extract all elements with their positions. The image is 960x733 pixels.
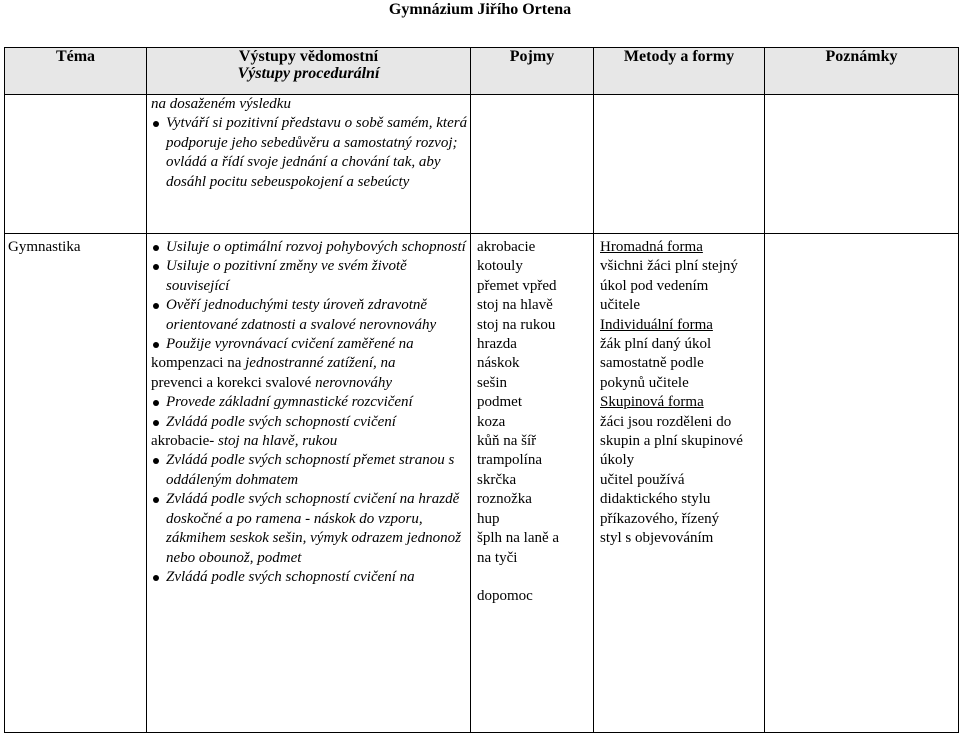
pojem-item: kotouly	[477, 258, 523, 275]
col-header-vystupy	[147, 48, 471, 95]
tema-label: Gymnastika	[8, 239, 81, 255]
pojem-item: podmet	[477, 394, 522, 411]
metoda-line: pokynů učitele	[600, 374, 689, 391]
col-header-metody: Metody a formy	[594, 48, 765, 95]
metoda-line: úkol pod vedením	[600, 277, 709, 294]
bullet-icon	[153, 400, 159, 406]
pojem-item: akrobacie	[477, 239, 536, 255]
table-header-row	[5, 48, 959, 95]
col-header-vystupy-proceduralni: Výstupy procedurální	[237, 65, 380, 82]
pojem-item: hrazda	[477, 336, 517, 353]
metoda-line: učitel používá	[600, 471, 685, 488]
pojem-item: na tyči	[477, 549, 518, 566]
list-item-continuation: prevenci a korekci svalové nerovnováhy	[151, 374, 393, 391]
list-item: Usiluje o optimální rozvoj pohybových schopností	[151, 238, 470, 257]
bullet-icon	[153, 458, 159, 464]
bullet-icon	[153, 497, 159, 503]
pojem-item: přemet vpřed	[477, 277, 557, 294]
list-item: Zvládá podle svých schopností cvičení	[151, 413, 470, 432]
metoda-line: žáci jsou rozděleni do	[600, 413, 732, 430]
metody-list	[594, 234, 764, 549]
list-item: Provede základní gymnastické rozcvičení	[151, 393, 470, 412]
pojem-item: náskok	[477, 355, 520, 372]
page-header	[0, 0, 960, 20]
table-row-continuation	[5, 95, 959, 234]
list-item: Zvládá podle svých schopností cvičení na hrazdě doskočné a po ramena - náskok do vzporu, zákmihem seskok sešin, výmyk odrazem jednonož nebo obounož, podmet	[151, 490, 470, 568]
metoda-line: žák plní daný úkol	[600, 336, 712, 353]
col-header-tema: Téma	[5, 48, 147, 95]
pojem-item: skrčka	[477, 471, 517, 488]
pojem-item: koza	[477, 413, 506, 430]
pojem-item: sešin	[477, 374, 507, 391]
cell-tema	[5, 234, 147, 733]
bullet-icon	[153, 575, 159, 581]
pojem-item: dopomoc	[477, 587, 533, 604]
metoda-line: styl s objevováním	[600, 530, 714, 547]
list-item-continuation: kompenzaci na jednostranné zatížení, na	[151, 355, 396, 372]
pojem-item: hup	[477, 510, 500, 527]
col-header-pojmy: Pojmy	[471, 48, 594, 95]
bullet-icon	[153, 264, 159, 270]
cell-metody-empty	[594, 95, 765, 234]
cell-pojmy	[471, 234, 594, 733]
pojem-item: roznožka	[477, 491, 532, 508]
curriculum-table	[4, 47, 959, 733]
list-item-continuation: akrobacie- stoj na hlavě, rukou	[151, 433, 338, 450]
pojem-item: trampolína	[477, 452, 542, 469]
list-item: Ověří jednoduchými testy úroveň zdravotně orientované zdatnosti a svalové nerovnováhy	[151, 296, 470, 335]
metoda-line: učitele	[600, 297, 640, 314]
pojem-item: stoj na rukou	[477, 316, 556, 333]
carry-over-text: na dosaženém výsledku	[151, 96, 291, 112]
metoda-line: příkazového, řízený	[600, 510, 720, 527]
cell-pojmy-empty	[471, 95, 594, 234]
metoda-line: všichni žáci plní stejný	[600, 258, 738, 275]
school-name: Gymnázium Jiřího Ortena	[388, 1, 572, 18]
pojmy-list	[471, 234, 593, 606]
col-header-vystupy-vedomostni: Výstupy vědomostní	[238, 48, 379, 65]
bullet-icon	[153, 121, 159, 127]
pojem-item: šplh na laně a	[477, 530, 560, 547]
metoda-line: úkoly	[600, 452, 635, 469]
cell-metody	[594, 234, 765, 733]
cell-poznamky-empty	[765, 95, 959, 234]
cell-tema-empty	[5, 95, 147, 234]
cell-carry-over	[147, 95, 471, 234]
pojem-item: kůň na šíř	[477, 433, 537, 450]
list-item: Zvládá podle svých schopností přemet stranou s oddáleným dohmatem	[151, 451, 470, 490]
bullet-icon	[153, 420, 159, 426]
metoda-line: skupin a plní skupinové	[600, 433, 743, 450]
pojem-item: stoj na hlavě	[477, 297, 553, 314]
vystupy-list	[147, 234, 470, 587]
metoda-line: samostatně podle	[600, 355, 704, 372]
spacer	[477, 568, 593, 587]
col-header-poznamky: Poznámky	[765, 48, 959, 95]
form-heading: Hromadná forma	[600, 239, 703, 255]
list-item: Zvládá podle svých schopností cvičení na	[151, 568, 470, 587]
metoda-line: didaktického stylu	[600, 491, 711, 508]
bullet-icon	[153, 303, 159, 309]
form-heading: Individuální forma	[600, 316, 713, 333]
bullet-icon	[153, 245, 159, 251]
list-item: Použije vyrovnávací cvičení zaměřené na	[151, 335, 470, 354]
cell-poznamky	[765, 234, 959, 733]
cell-vystupy	[147, 234, 471, 733]
list-item: Usiluje o pozitivní změny ve svém životě související	[151, 257, 470, 296]
list-item: Vytváří si pozitivní představu o sobě samém, která podporuje jeho sebedůvěru a samostatný rozvoj; ovládá a řídí svoje jednání a chování tak, aby dosáhl pocitu sebeuspokojení a sebeúcty	[151, 114, 470, 192]
table-row-gymnastika	[5, 234, 959, 733]
bullet-icon	[153, 342, 159, 348]
form-heading: Skupinová forma	[600, 394, 704, 411]
